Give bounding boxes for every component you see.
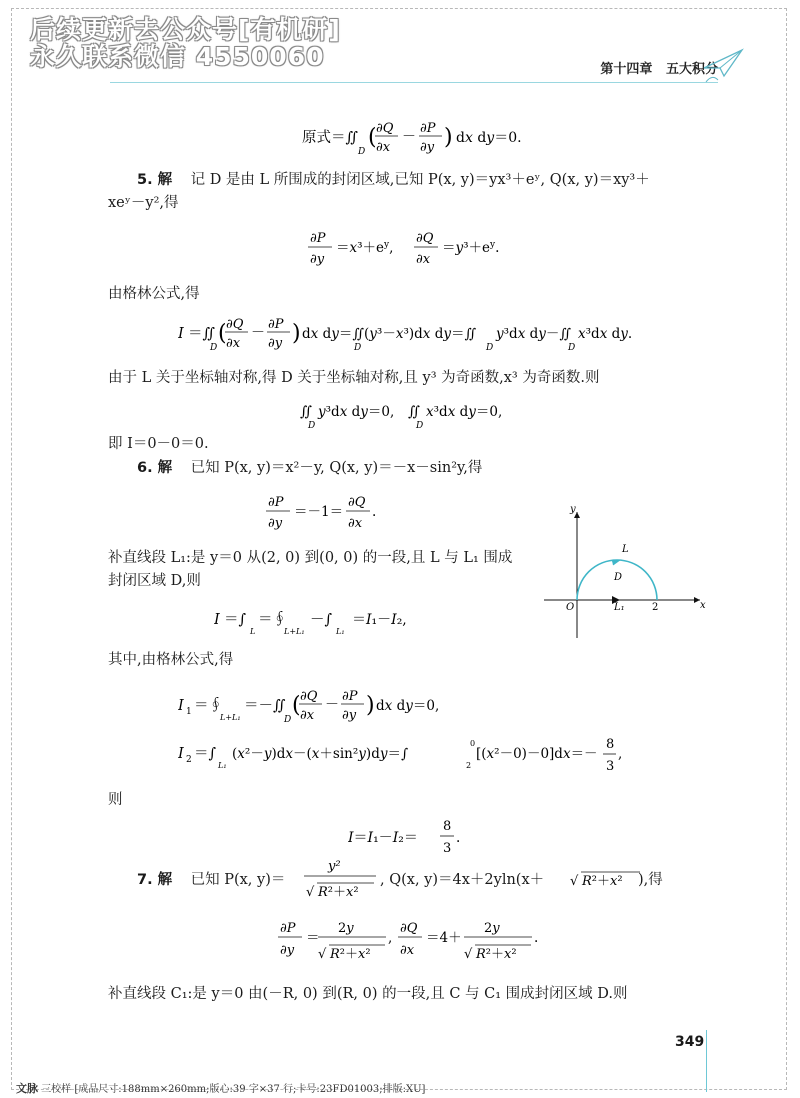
margin-rule <box>706 1030 707 1092</box>
curve-label: L <box>622 544 629 555</box>
svg-text:I: I <box>178 746 184 762</box>
svg-text:∂y: ∂y <box>268 336 283 351</box>
problem-6-label: 6. 解 <box>137 460 173 476</box>
svg-text:＝∫: ＝∫ <box>194 746 217 762</box>
svg-text:R²＋x²: R²＋x² <box>330 947 371 962</box>
svg-text:(x²－y)dx－(x＋sin²y)dy＝∫: (x²－y)dx－(x＋sin²y)dy＝∫ <box>232 746 409 762</box>
svg-text:): ) <box>444 125 453 150</box>
where-text: 其中,由格林公式,得 <box>108 652 234 668</box>
svg-text:8: 8 <box>606 737 615 752</box>
footer-brand: 文脉 <box>16 1082 38 1095</box>
formula-6-I2 <box>178 734 638 782</box>
semicircle-diagram <box>540 500 710 640</box>
svg-text:－∫: －∫ <box>310 612 333 628</box>
svg-text:∂x: ∂x <box>400 943 415 958</box>
svg-text:－: － <box>325 697 339 713</box>
footer <box>16 1080 425 1096</box>
svg-text:2: 2 <box>466 761 472 770</box>
svg-text:L: L <box>250 627 256 636</box>
region-label: D <box>614 572 623 583</box>
svg-text:I: I <box>178 326 184 342</box>
svg-text:D: D <box>210 343 218 353</box>
axis-x-label: x <box>700 600 706 611</box>
svg-text:1: 1 <box>186 707 192 717</box>
svg-text:.: . <box>372 504 377 520</box>
svg-text:∂P: ∂P <box>268 317 284 332</box>
tick-2-label: 2 <box>652 602 659 613</box>
svg-text:D: D <box>568 343 576 353</box>
running-header <box>600 58 718 77</box>
origin-label: O <box>566 602 575 613</box>
curve-arrow <box>612 560 620 565</box>
chapter-label: 第十四章 <box>600 62 653 77</box>
svg-text:y²: y² <box>328 859 341 874</box>
svg-text:2y: 2y <box>338 921 354 936</box>
watermark-line-1: 后续更新去公众号[有机研] <box>30 15 341 44</box>
svg-text:x³dx dy＝0,: x³dx dy＝0, <box>426 404 503 420</box>
svg-text:L+L₁: L+L₁ <box>284 627 305 636</box>
formula-7-P <box>302 854 382 908</box>
svg-text:D: D <box>358 147 366 157</box>
svg-text:dx dy＝∬: dx dy＝∬ <box>302 326 364 342</box>
svg-text:R²＋x²: R²＋x² <box>476 947 517 962</box>
svg-text:∬: ∬ <box>300 404 312 420</box>
svg-text:y³dx dy－∬: y³dx dy－∬ <box>496 326 571 342</box>
svg-text:.: . <box>456 830 461 846</box>
svg-text:∂P: ∂P <box>280 921 296 936</box>
svg-text:L+L₁: L+L₁ <box>220 713 241 722</box>
svg-text:D: D <box>308 421 316 431</box>
svg-text:∂Q: ∂Q <box>416 231 434 246</box>
svg-text:,: , <box>388 930 393 946</box>
svg-text:＝: ＝ <box>306 930 320 946</box>
svg-text:＝x³＋ey,: $=x^3+e^y$, <box>336 240 394 256</box>
svg-text:D: D <box>416 421 424 431</box>
svg-text:[(x²－0)－0]dx＝－: [(x²－0)－0]dx＝－ <box>476 746 598 762</box>
svg-text:∂x: ∂x <box>300 708 315 723</box>
svg-text:∂P: ∂P <box>342 689 358 704</box>
paper-plane-icon <box>702 46 746 86</box>
formula-6-split <box>214 604 444 644</box>
svg-text:∂P: ∂P <box>420 121 436 136</box>
svg-text:I: I <box>214 612 220 628</box>
svg-text:∂y: ∂y <box>420 140 435 155</box>
svg-text:R²＋x²: R²＋x² <box>318 885 359 900</box>
section-label: 五大积分 <box>665 62 718 77</box>
svg-text:＝∮: ＝∮ <box>194 698 223 714</box>
problem-7-text-c: ),得 <box>638 872 663 888</box>
formula-7-sqrt <box>570 864 644 896</box>
svg-text:√: √ <box>570 874 579 889</box>
problem-6-line-1 <box>137 458 482 478</box>
svg-text:dx dy＝0,: dx dy＝0, <box>376 698 440 714</box>
symmetry-text: 由于 L 关于坐标轴对称,得 D 关于坐标轴对称,且 y³ 为奇函数,x³ 为奇函数.则 <box>108 370 600 386</box>
svg-text:(: ( <box>292 693 301 718</box>
svg-text:＝∬: ＝∬ <box>188 326 215 342</box>
svg-text:.: . <box>534 930 539 946</box>
svg-text:∂Q: ∂Q <box>400 921 418 936</box>
svg-text:dx dy＝0.: dx dy＝0. <box>456 130 522 146</box>
problem-5-text-2: xeʸ－y²,得 <box>108 195 179 211</box>
add-segment-line-2: 封闭区域 D,则 <box>108 573 201 589</box>
svg-text:＝I₁－I₂,: ＝I₁－I₂, <box>352 612 407 628</box>
svg-text:√: √ <box>306 885 315 900</box>
svg-text:√: √ <box>318 947 327 962</box>
page-number: 349 <box>675 1034 705 1050</box>
svg-text:∂x: ∂x <box>376 140 391 155</box>
problem-7-text-b: , Q(x, y)＝4x＋2yln(x＋ <box>380 872 545 888</box>
svg-text:∂x: ∂x <box>348 516 363 531</box>
formula-6-I1 <box>178 684 458 732</box>
svg-text:3: 3 <box>606 759 615 774</box>
svg-text:(y³－x³)dx dy＝∬: (y³－x³)dx dy＝∬ <box>364 326 476 342</box>
svg-text:＝y³＋ey.: $=y^3+e^y$. <box>442 240 500 256</box>
svg-text:R²＋x²: R²＋x² <box>582 874 623 889</box>
svg-text:(: ( <box>218 321 227 346</box>
footer-info: 三校样 [成品尺寸:188mm×260mm;版心:39 字×37 行;卡号:23FD01003;排版:XU] <box>41 1084 426 1095</box>
svg-text:): ) <box>292 321 301 346</box>
svg-text:∂Q: ∂Q <box>226 317 244 332</box>
watermark-line-2: 永久联系微信 4550060 <box>30 42 325 71</box>
svg-text:2: 2 <box>186 755 192 765</box>
formula-original <box>302 118 542 162</box>
result-5: 即 I＝0－0＝0. <box>108 436 209 452</box>
svg-text:L₁: L₁ <box>336 627 345 636</box>
svg-text:x³dx dy.: x³dx dy. <box>578 326 633 342</box>
svg-text:I＝I₁－I₂＝: I＝I₁－I₂＝ <box>348 830 418 846</box>
svg-text:8: 8 <box>443 819 452 834</box>
svg-text:D: D <box>284 715 292 725</box>
svg-text:D: D <box>486 343 494 353</box>
svg-text:－: － <box>251 325 265 341</box>
formula-7-partials <box>278 914 558 970</box>
svg-text:∂y: ∂y <box>268 516 283 531</box>
svg-text:2y: 2y <box>484 921 500 936</box>
green-formula-text-5: 由格林公式,得 <box>108 286 200 302</box>
svg-text:∂Q: ∂Q <box>376 121 394 136</box>
svg-text:,: , <box>618 746 623 762</box>
svg-text:＝4＋: ＝4＋ <box>426 930 462 946</box>
svg-text:∂x: ∂x <box>226 336 241 351</box>
svg-text:＝∮: ＝∮ <box>258 612 287 628</box>
svg-text:＝∫: ＝∫ <box>224 612 247 628</box>
header-rule <box>110 82 718 83</box>
svg-text:＝－∬: ＝－∬ <box>244 698 286 714</box>
svg-text:∂x: ∂x <box>416 252 431 267</box>
problem-6-text: 已知 P(x, y)＝x²－y, Q(x, y)＝－x－sin²y,得 <box>190 460 483 476</box>
problem-5-line-1 <box>137 170 650 190</box>
svg-text:): ) <box>366 693 375 718</box>
problem-5-label: 5. 解 <box>137 172 173 188</box>
svg-text:∂P: ∂P <box>268 495 284 510</box>
problem-7-text-a: 已知 P(x, y)＝ <box>190 872 286 888</box>
then-text: 则 <box>108 792 123 808</box>
svg-text:∂y: ∂y <box>310 252 325 267</box>
svg-text:原式＝∬: 原式＝∬ <box>302 130 358 146</box>
svg-text:∂y: ∂y <box>342 708 357 723</box>
last-line: 补直线段 C₁:是 y＝0 由(－R, 0) 到(R, 0) 的一段,且 C 与 C₁ 围成封闭区域 D.则 <box>108 986 628 1002</box>
problem-5-text-1: 记 D 是由 L 所围成的封闭区域,已知 P(x, y)＝yx³＋eʸ, Q(x, y)＝xy³＋ <box>190 172 650 188</box>
formula-6-partials <box>266 490 416 540</box>
svg-text:3: 3 <box>443 841 452 856</box>
svg-text:D: D <box>354 343 362 353</box>
svg-text:y³dx dy＝0,: y³dx dy＝0, <box>318 404 395 420</box>
svg-text:＝－1＝: ＝－1＝ <box>294 504 344 520</box>
svg-text:∂P: ∂P <box>310 231 326 246</box>
svg-text:－: － <box>402 129 416 145</box>
svg-text:∂Q: ∂Q <box>348 495 366 510</box>
segment-label: L₁ <box>614 602 625 613</box>
svg-text:I: I <box>178 698 184 714</box>
problem-7-label: 7. 解 <box>137 872 173 888</box>
svg-text:∬: ∬ <box>408 404 420 420</box>
svg-text:(: ( <box>368 125 377 150</box>
svg-text:0: 0 <box>470 739 476 748</box>
add-segment-line-1: 补直线段 L₁:是 y＝0 从(2, 0) 到(0, 0) 的一段,且 L 与 L₁ 围成 <box>108 550 513 566</box>
svg-text:∂y: ∂y <box>280 943 295 958</box>
formula-5-partials <box>308 226 528 276</box>
formula-5-zero <box>300 396 520 436</box>
axis-y-label: y <box>570 504 576 515</box>
svg-text:L₁: L₁ <box>218 761 227 770</box>
svg-text:∂Q: ∂Q <box>300 689 318 704</box>
formula-5-green <box>178 312 658 360</box>
problem-7-line-1 <box>137 870 285 890</box>
svg-text:√: √ <box>464 947 473 962</box>
